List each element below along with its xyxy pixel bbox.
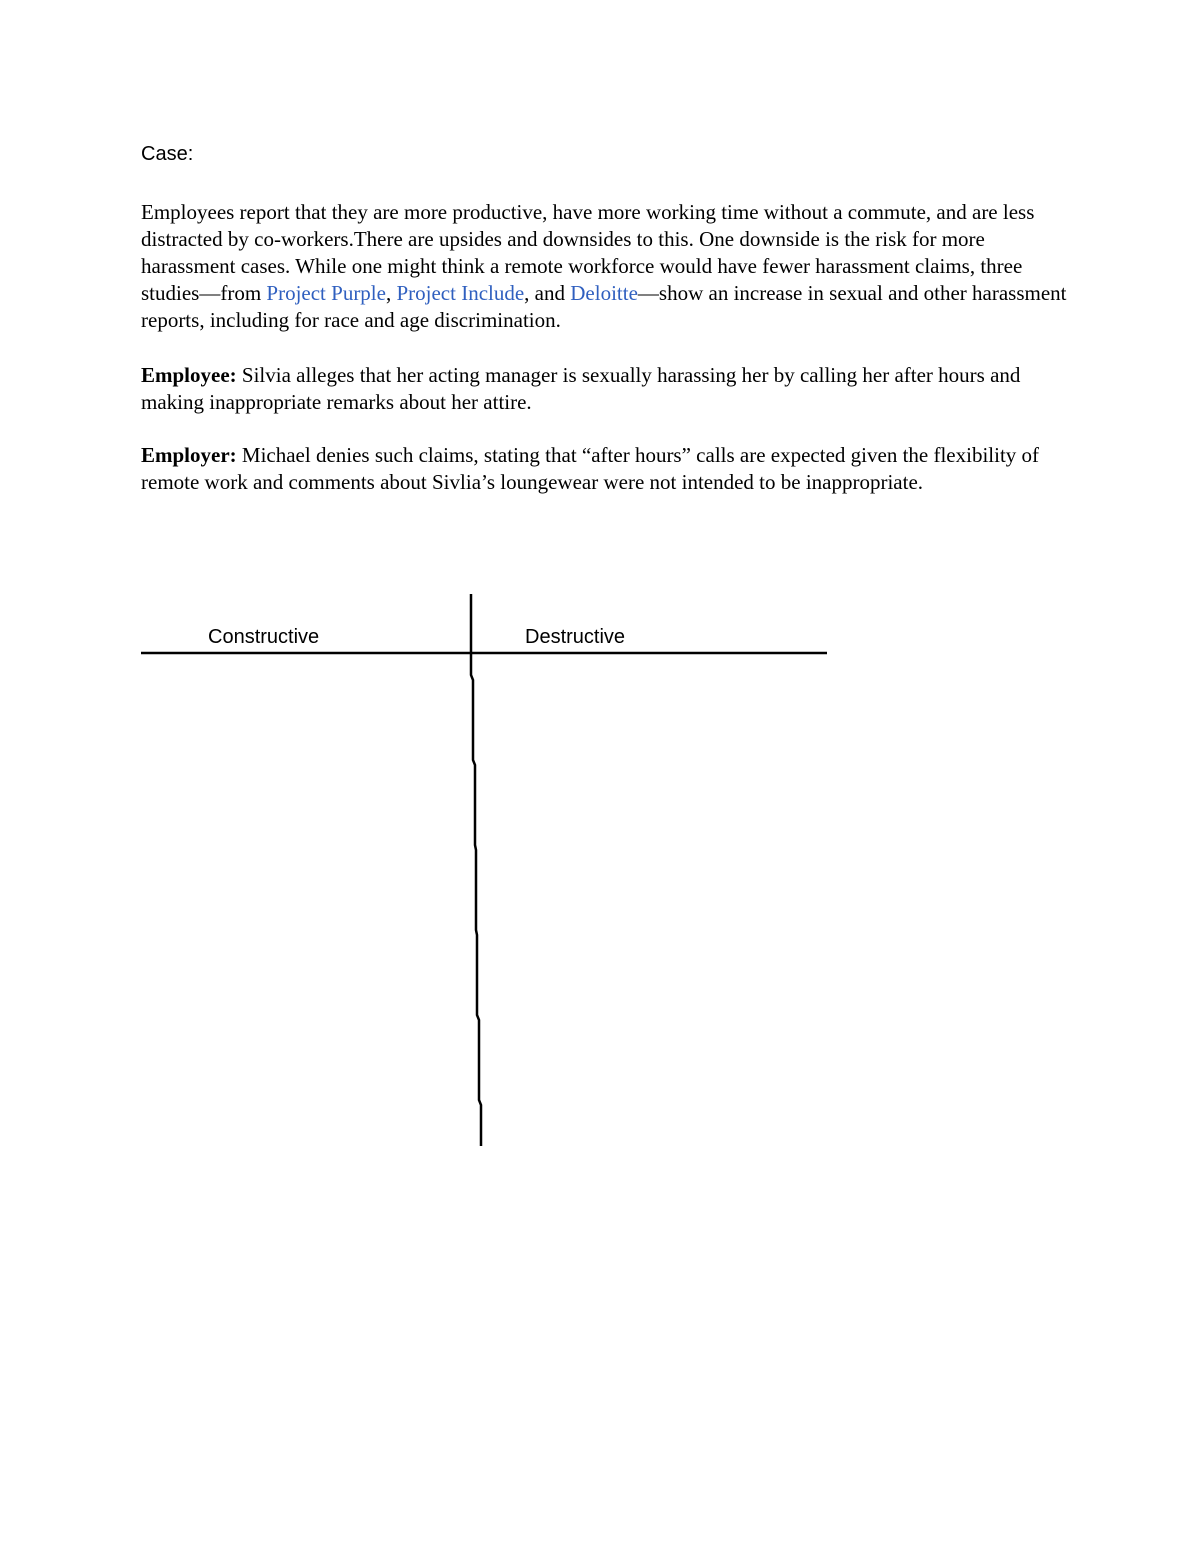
employer-label: Employer: [141, 443, 237, 467]
employee-label: Employee: [141, 363, 237, 387]
project-include-link[interactable]: Project Include [396, 281, 525, 305]
intro-text-end: —show an increase in sexual and other harassment reports, including for race and age discrimination. [141, 281, 1067, 332]
employer-text: Michael denies such claims, stating that “after hours” calls are expected given the flexibility of remote work and comments about Sivlia’s loungewear were not intended to be inappropriate. [141, 443, 1040, 494]
intro-separator-2: , and [524, 281, 571, 305]
destructive-heading: Destructive [525, 626, 626, 648]
deloitte-link[interactable]: Deloitte [570, 281, 638, 305]
constructive-heading: Constructive [208, 626, 320, 648]
case-label: Case: [141, 143, 194, 165]
t-chart-vertical-line [471, 594, 481, 1146]
intro-text-start: Employees report that they are more productive, have more working time without a commute, and are less distracted by co-workers.There are upsides and downsides to this. One downside is the risk for more harassment cases. While one might think a remote workforce would have fewer harassment claims, three studies—from [141, 200, 1035, 305]
intro-separator-1: , [385, 281, 397, 305]
project-purple-link[interactable]: Project Purple [266, 281, 386, 305]
employee-text: Silvia alleges that her acting manager is sexually harassing her by calling her after hours and making inappropriate remarks about her attire. [141, 363, 1021, 414]
